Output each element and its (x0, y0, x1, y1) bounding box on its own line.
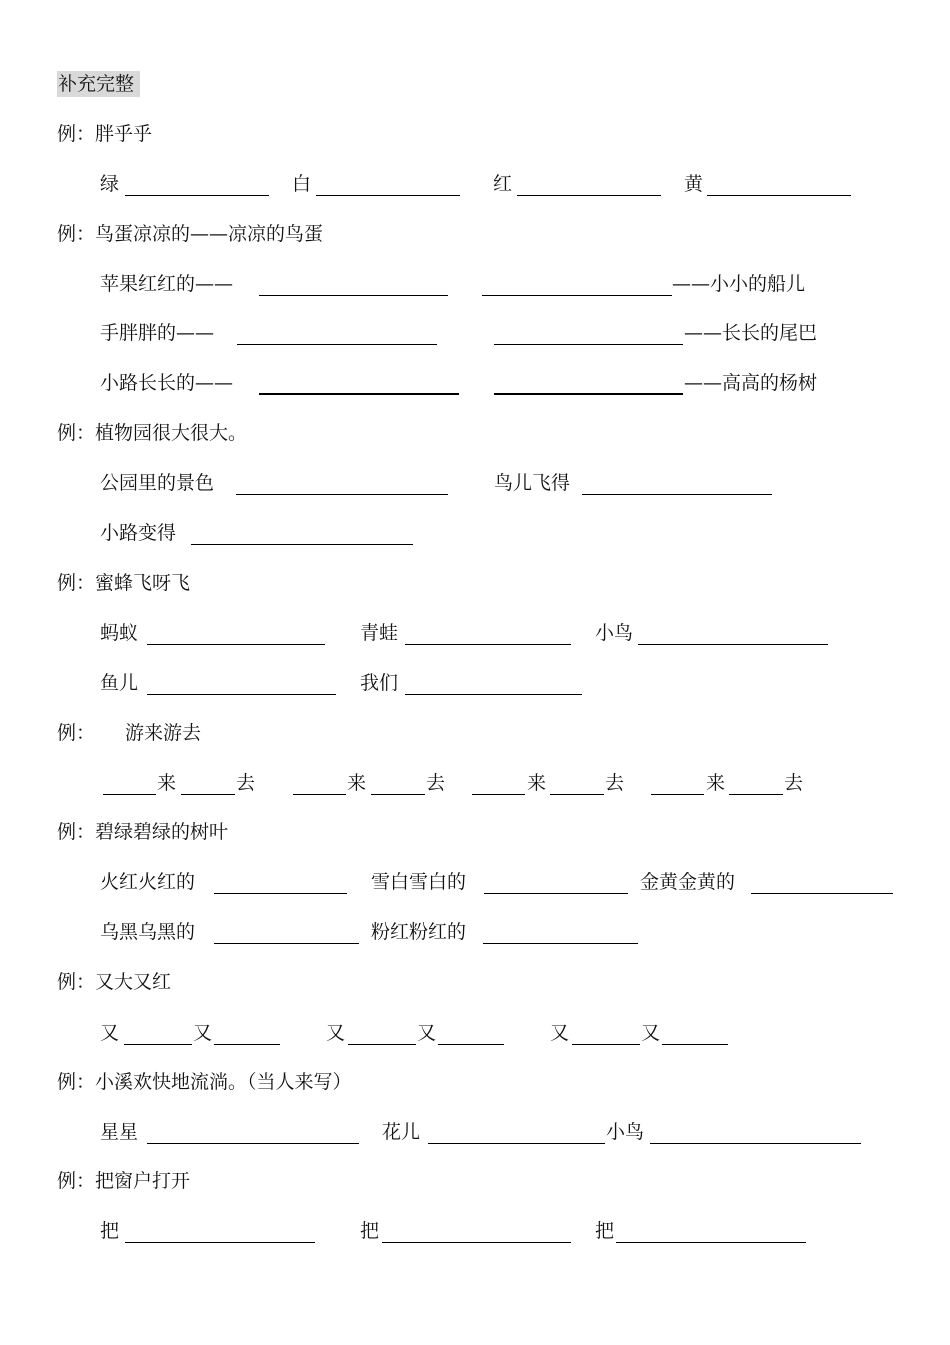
ex7-g3-you-2: 又 (641, 1022, 661, 1044)
ex5-g4-blank-2[interactable] (729, 794, 783, 795)
ex2-r2-right: ——长长的尾巴 (684, 322, 818, 344)
ex6-label-1: 火红火红的 (100, 871, 196, 893)
ex9-ba-3: 把 (595, 1220, 615, 1242)
ex5-g4-qu: 去 (784, 772, 804, 794)
ex6-label-2: 雪白雪白的 (371, 871, 467, 893)
ex7-g2-you-2: 又 (417, 1022, 437, 1044)
ex5-g3-blank-1[interactable] (472, 794, 525, 795)
ex4-blank-1[interactable] (147, 644, 325, 645)
ex9-blank-2[interactable] (382, 1242, 571, 1243)
ex2-r1-right: ——小小的船儿 (672, 273, 806, 295)
ex5-g2-blank-1[interactable] (293, 794, 346, 795)
ex1-label-1: 绿 (100, 173, 120, 195)
ex3-label-1: 公园里的景色 (100, 472, 215, 494)
ex2-r1-left: 苹果红红的—— (100, 273, 234, 295)
ex8-blank-1[interactable] (147, 1143, 359, 1144)
ex4-label-4: 鱼儿 (100, 672, 139, 694)
ex7-g3-blank-2[interactable] (662, 1044, 728, 1045)
ex7-g2-blank-2[interactable] (438, 1044, 504, 1045)
ex5-g4-blank-1[interactable] (651, 794, 704, 795)
example-9: 例：把窗户打开 (57, 1170, 191, 1192)
ex5-g3-blank-2[interactable] (550, 794, 604, 795)
ex1-label-3: 红 (493, 173, 513, 195)
ex1-label-4: 黄 (684, 173, 704, 195)
ex8-label-2: 花儿 (382, 1121, 421, 1143)
ex3-label-3: 小路变得 (100, 522, 177, 544)
ex2-r3-left: 小路长长的—— (100, 372, 234, 394)
ex7-g1-blank-1[interactable] (124, 1044, 192, 1045)
ex2-r3-blank-right[interactable] (494, 393, 683, 395)
ex4-blank-3[interactable] (638, 644, 828, 645)
ex3-blank-1[interactable] (236, 494, 448, 495)
ex2-r2-left: 手胖胖的—— (100, 322, 215, 344)
ex4-label-1: 蚂蚁 (100, 622, 139, 644)
ex7-g2-blank-1[interactable] (348, 1044, 416, 1045)
ex8-label-1: 星星 (100, 1121, 139, 1143)
ex4-blank-2[interactable] (405, 644, 571, 645)
ex5-g3-qu: 去 (605, 772, 625, 794)
ex4-blank-5[interactable] (405, 694, 582, 695)
ex6-blank-5[interactable] (483, 943, 638, 944)
section-title: 补充完整 (57, 71, 140, 97)
ex9-blank-3[interactable] (616, 1242, 806, 1243)
ex7-g2-you-1: 又 (326, 1022, 346, 1044)
ex6-blank-3[interactable] (751, 893, 893, 894)
example-8: 例：小溪欢快地流淌。（当人来写） (57, 1071, 352, 1093)
ex9-ba-2: 把 (360, 1220, 380, 1242)
ex1-blank-4[interactable] (707, 195, 851, 196)
ex2-r3-blank-left[interactable] (259, 393, 459, 395)
ex1-blank-1[interactable] (125, 195, 269, 196)
example-5: 游来游去 (125, 722, 202, 744)
ex3-label-2: 鸟儿飞得 (494, 472, 571, 494)
ex4-label-5: 我们 (360, 672, 399, 694)
ex8-blank-2[interactable] (428, 1143, 605, 1144)
ex5-g3-lai: 来 (527, 772, 547, 794)
ex6-label-3: 金黄金黄的 (640, 871, 736, 893)
ex8-label-3: 小鸟 (606, 1121, 645, 1143)
ex1-blank-2[interactable] (316, 195, 460, 196)
ex6-blank-4[interactable] (214, 943, 359, 944)
ex9-ba-1: 把 (100, 1220, 120, 1242)
ex2-r2-blank-left[interactable] (237, 344, 437, 345)
ex5-g1-qu: 去 (236, 772, 256, 794)
ex5-g4-lai: 来 (706, 772, 726, 794)
ex7-g3-you-1: 又 (550, 1022, 570, 1044)
ex5-g2-blank-2[interactable] (371, 794, 425, 795)
ex2-r1-blank-left[interactable] (259, 295, 448, 296)
example-5-prefix: 例： (57, 722, 96, 744)
ex3-blank-3[interactable] (191, 544, 413, 545)
ex7-g3-blank-1[interactable] (572, 1044, 640, 1045)
ex5-g2-lai: 来 (347, 772, 367, 794)
ex2-r3-right: ——高高的杨树 (684, 372, 818, 394)
ex3-blank-2[interactable] (582, 494, 772, 495)
example-7: 例：又大又红 (57, 971, 172, 993)
ex6-label-4: 乌黑乌黑的 (100, 921, 196, 943)
example-1: 例：胖乎乎 (57, 123, 153, 145)
example-6: 例：碧绿碧绿的树叶 (57, 821, 229, 843)
ex9-blank-1[interactable] (125, 1242, 315, 1243)
ex1-label-2: 白 (292, 173, 312, 195)
example-2: 例：鸟蛋凉凉的——凉凉的鸟蛋 (57, 223, 324, 245)
ex5-g2-qu: 去 (426, 772, 446, 794)
ex5-g1-blank-1[interactable] (103, 794, 156, 795)
ex6-label-5: 粉红粉红的 (371, 921, 467, 943)
ex8-blank-3[interactable] (650, 1143, 861, 1144)
example-4: 例：蜜蜂飞呀飞 (57, 572, 191, 594)
ex7-g1-you-2: 又 (193, 1022, 213, 1044)
ex1-blank-3[interactable] (517, 195, 661, 196)
ex4-blank-4[interactable] (147, 694, 336, 695)
ex2-r1-blank-right[interactable] (482, 295, 672, 296)
ex7-g1-you-1: 又 (100, 1022, 120, 1044)
ex5-g1-lai: 来 (157, 772, 177, 794)
ex6-blank-1[interactable] (214, 893, 347, 894)
example-3: 例：植物园很大很大。 (57, 422, 248, 444)
ex4-label-3: 小鸟 (595, 622, 634, 644)
ex2-r2-blank-right[interactable] (494, 344, 683, 345)
ex7-g1-blank-2[interactable] (214, 1044, 280, 1045)
ex6-blank-2[interactable] (484, 893, 628, 894)
ex5-g1-blank-2[interactable] (181, 794, 235, 795)
ex4-label-2: 青蛙 (360, 622, 399, 644)
